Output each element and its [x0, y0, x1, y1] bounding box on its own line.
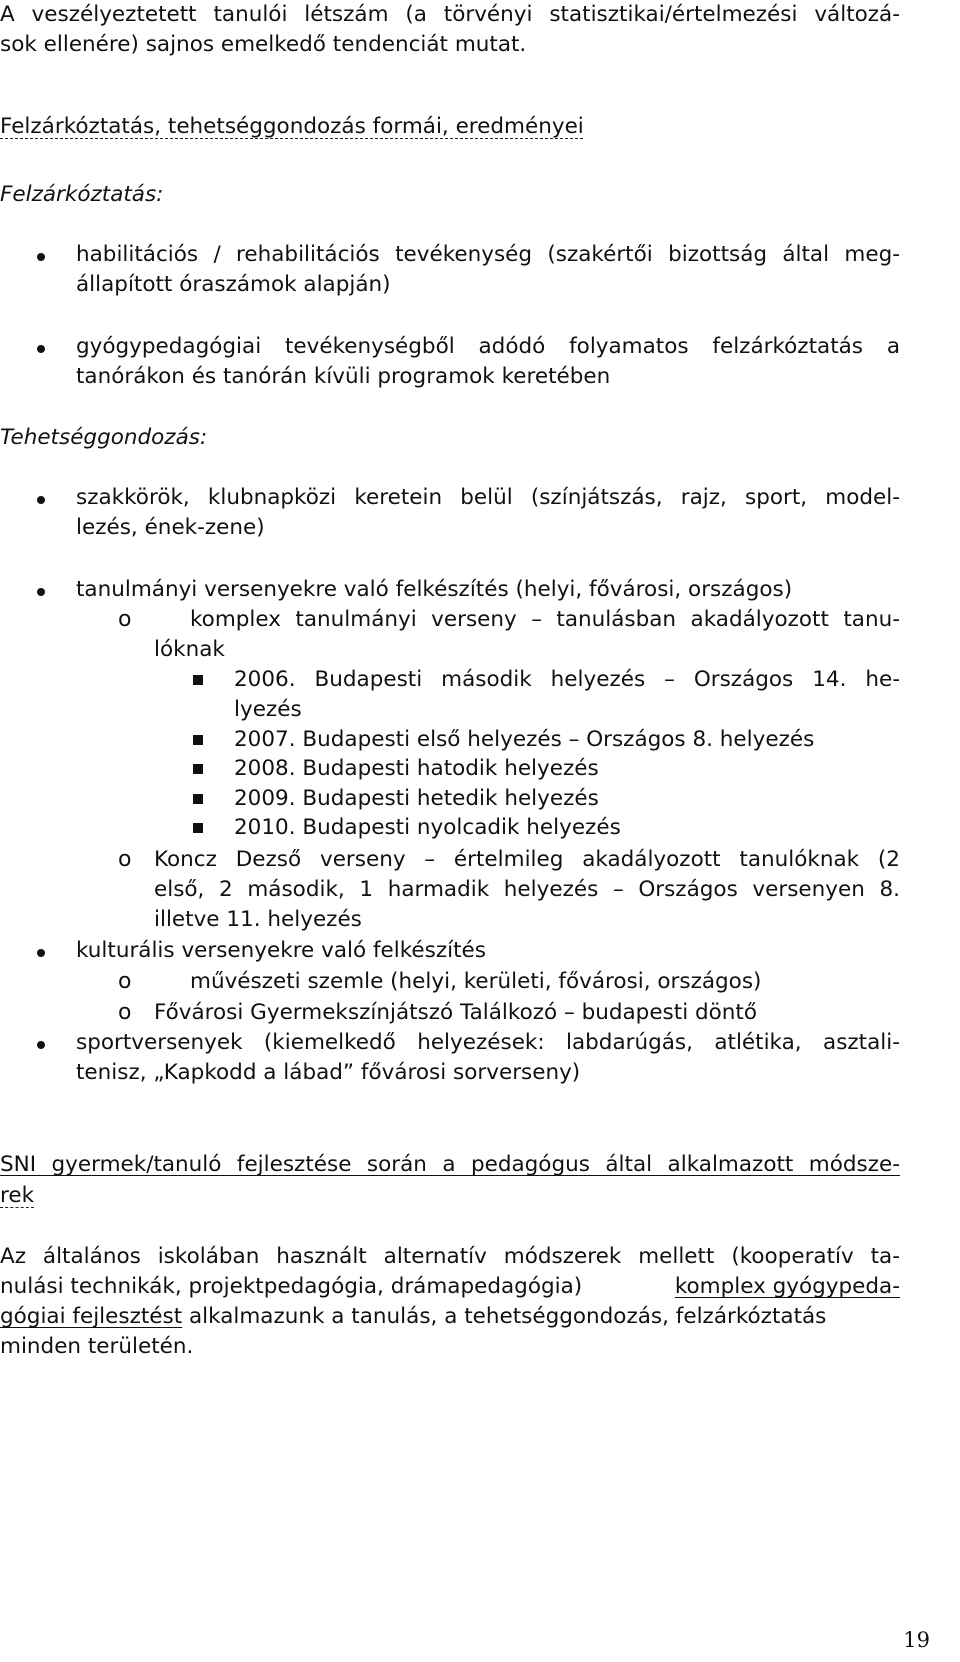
result-2007: 2007. Budapesti első helyezés – Országos 8. helyezés: [234, 727, 815, 752]
bullet-5: kulturális versenyekre való felkészítés: [76, 938, 486, 963]
heading-text: rek: [0, 1183, 35, 1208]
square-bullet-icon: [193, 794, 203, 804]
paragraph-line-2: [0, 1272, 900, 1302]
paragraph-line-3: [0, 1302, 826, 1332]
bullet-icon: [37, 588, 45, 596]
result-2006-line-2: lyezés: [234, 697, 302, 722]
section-heading-felzarkoztatas: [0, 112, 584, 142]
page-number: 19: [903, 1628, 930, 1652]
result-2010: 2010. Budapesti nyolcadik helyezés: [234, 815, 621, 840]
square-bullet-icon: [193, 735, 203, 745]
bullet-3-line-2: lezés, ének-zene): [76, 515, 265, 540]
section-heading-sni-line-1: [0, 1150, 900, 1180]
sub-item-komplex-line-2: lóknak: [154, 637, 225, 662]
sub-item-koncz-line-1: Koncz Dezső verseny – értelmileg akadályozott tanulóknak (2: [154, 847, 900, 872]
paragraph-line-1: Az általános iskolában használt alternatív módszerek mellett (kooperatív ta-: [0, 1244, 900, 1269]
bullet-2-line-2: tanórákon és tanórán kívüli programok keretében: [76, 364, 611, 389]
bullet-6-line-2: tenisz, „Kapkodd a lábad” fővárosi sorverseny): [76, 1060, 581, 1085]
paragraph-line-4: minden területén.: [0, 1334, 194, 1359]
result-2008: 2008. Budapesti hatodik helyezés: [234, 756, 599, 781]
bullet-1-line-1: habilitációs / rehabilitációs tevékenység (szakértői bizottság által meg-: [76, 242, 900, 267]
subheading-felzarkoztatas: Felzárkóztatás:: [0, 182, 164, 207]
circle-marker: o: [118, 1000, 132, 1025]
bullet-3-line-1: szakkörök, klubnapközi keretein belül (színjátszás, rajz, sport, model-: [76, 485, 900, 510]
sub-item-koncz-line-2: első, 2 második, 1 harmadik helyezés – Országos versenyen 8.: [154, 877, 900, 902]
sub-item-muveszeti: művészeti szemle (helyi, kerületi, fővárosi, országos): [190, 969, 762, 994]
section-heading-sni-line-2: [0, 1181, 34, 1211]
bullet-4-line-1: tanulmányi versenyekre való felkészítés (helyi, fővárosi, országos): [76, 577, 793, 602]
bullet-icon: [37, 949, 45, 957]
sub-item-komplex-line-1: komplex tanulmányi verseny – tanulásban akadályozott tanu-: [190, 607, 900, 632]
circle-marker: o: [118, 847, 132, 872]
circle-marker: o: [118, 607, 132, 632]
bullet-1-line-2: állapított óraszámok alapján): [76, 272, 391, 297]
bullet-2-line-1: gyógypedagógiai tevékenységből adódó folyamatos felzárkóztatás a: [76, 334, 900, 359]
bullet-6-line-1: sportversenyek (kiemelkedő helyezések: labdarúgás, atlétika, asztali-: [76, 1030, 900, 1055]
square-bullet-icon: [193, 675, 203, 685]
bullet-icon: [37, 1041, 45, 1049]
result-2006-line-1: 2006. Budapesti második helyezés – Országos 14. he-: [234, 667, 900, 692]
bullet-icon: [37, 345, 45, 353]
intro-line-1: A veszélyeztetett tanulói létszám (a törvényi statisztikai/értelmezési változá-: [0, 2, 900, 27]
paragraph-link-text: gógiai fejlesztést: [0, 1304, 183, 1329]
paragraph-link-text: komplex gyógypeda-: [674, 1274, 900, 1299]
heading-text: SNI gyermek/tanuló fejlesztése során a pedagógus által alkalmazott módsze-: [0, 1152, 900, 1177]
paragraph-text: nulási technikák, projektpedagógia, drámapedagógia): [0, 1274, 583, 1299]
square-bullet-icon: [193, 823, 203, 833]
bullet-icon: [37, 253, 45, 261]
bullet-icon: [37, 496, 45, 504]
heading-text: Felzárkóztatás, tehetséggondozás formái, eredményei: [0, 114, 584, 139]
intro-line-2: sok ellenére) sajnos emelkedő tendenciát mutat.: [0, 32, 527, 57]
paragraph-text: alkalmazunk a tanulás, a tehetséggondozás, felzárkóztatás: [182, 1304, 827, 1329]
subheading-tehetseggondozas: Tehetséggondozás:: [0, 425, 208, 450]
circle-marker: o: [118, 969, 132, 994]
sub-item-koncz-line-3: illetve 11. helyezés: [154, 907, 362, 932]
result-2009: 2009. Budapesti hetedik helyezés: [234, 786, 599, 811]
square-bullet-icon: [193, 764, 203, 774]
sub-item-gyermekszinjatszo: Fővárosi Gyermekszínjátszó Találkozó – budapesti döntő: [154, 1000, 758, 1025]
